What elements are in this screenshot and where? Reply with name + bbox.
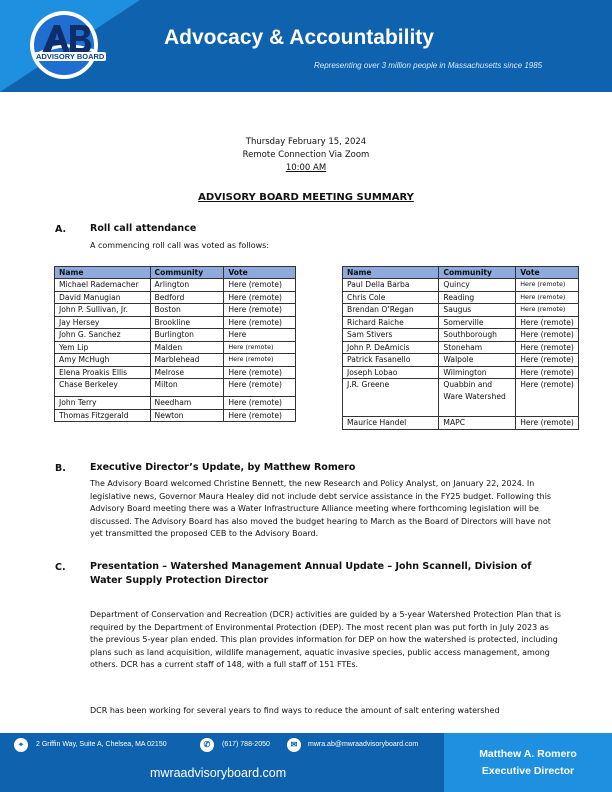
table-row: [343, 354, 579, 367]
phone-icon: ✆: [200, 738, 214, 752]
member-community: Saugus: [439, 304, 516, 317]
section-a-heading: Roll call attendance: [90, 223, 197, 234]
member-community: Reading: [439, 291, 516, 304]
location-icon: ⌖: [14, 738, 28, 752]
table-row: [343, 417, 579, 430]
section-c-letter: C.: [55, 562, 66, 573]
footer-signature-panel: [444, 733, 612, 792]
member-name: Thomas Fitzgerald: [55, 409, 151, 422]
member-vote: Here (remote): [224, 341, 296, 354]
table-row: [343, 291, 579, 304]
member-vote: Here (remote): [224, 291, 296, 304]
table-row: [343, 329, 579, 342]
member-vote: Here (remote): [516, 304, 579, 317]
footer: [0, 733, 612, 792]
member-community: MAPC: [439, 417, 516, 430]
member-community: Newton: [150, 409, 224, 422]
member-name: Yem Lip: [55, 341, 151, 354]
member-community: Boston: [150, 304, 224, 317]
table-row: [55, 341, 296, 354]
footer-phone[interactable]: (617) 788-2050: [222, 741, 270, 748]
member-community: Burlington: [150, 329, 224, 342]
section-c-body-1: Department of Conservation and Recreation (DCR) activities are guided by a 5-year Watershed Protection Plan that is required by the Department of Environmental Protection (DEP). The most recent plan was put forth in July 2023 as the previous 5-year plan ended. This plan provides information for DEP on how the watershed is protected, including plans such as land acquisition, wildlife management, aquatic invasive species, public access management, among others. DCR has a current staff of 148, with a full staff of 151 FTEs.: [90, 610, 561, 669]
member-vote: Here (remote): [516, 366, 579, 379]
footer-email[interactable]: mwra.ab@mwraadvisoryboard.com: [308, 741, 419, 748]
member-vote: Here (remote): [516, 354, 579, 367]
member-name: David Manugian: [55, 291, 151, 304]
table-row: [55, 366, 296, 379]
member-community: Milton: [150, 379, 224, 397]
section-a-letter: A.: [55, 224, 67, 235]
member-community: Marblehead: [150, 354, 224, 367]
member-vote: Here (remote): [224, 354, 296, 367]
member-community: Malden: [150, 341, 224, 354]
advisory-board-logo: [24, 9, 104, 81]
footer-role: Executive Director: [481, 765, 575, 777]
member-vote: Here (remote): [224, 397, 296, 410]
member-name: Paul Della Barba: [343, 279, 439, 292]
header-tagline: Representing over 3 million people in Massachusetts since 1985: [314, 61, 543, 70]
member-name: John P. Sullivan, Jr.: [55, 304, 151, 317]
member-community: Quincy: [439, 279, 516, 292]
table-row: [55, 316, 296, 329]
table-row: [343, 304, 579, 317]
member-name: Elena Proakis Ellis: [55, 366, 151, 379]
member-community: Somerville: [439, 316, 516, 329]
section-b-heading: Executive Director’s Update, by Matthew Romero: [90, 462, 356, 473]
member-vote: Here: [224, 329, 296, 342]
member-name: Chris Cole: [343, 291, 439, 304]
section-a-intro: A commencing roll call was voted as follows:: [90, 241, 270, 250]
col-header-community: Community: [439, 267, 516, 279]
table-row: [343, 316, 579, 329]
member-name: John P. DeAmicis: [343, 341, 439, 354]
member-community: Wilmington: [439, 366, 516, 379]
table-row: [55, 304, 296, 317]
member-vote: Here (remote): [516, 291, 579, 304]
meeting-location: Remote Connection Via Zoom: [242, 150, 370, 160]
member-name: Sam Stivers: [343, 329, 439, 342]
member-name: Amy McHugh: [55, 354, 151, 367]
col-header-name: Name: [343, 267, 439, 279]
attendance-table-left: [54, 266, 296, 422]
header-title: Advocacy & Accountability: [164, 26, 434, 49]
member-vote: Here (remote): [516, 379, 579, 417]
col-header-vote: Vote: [224, 267, 296, 279]
member-community: Arlington: [150, 279, 224, 292]
section-c-body-2: DCR has been working for several years to find ways to reduce the amount of salt entering watershed: [90, 706, 500, 715]
member-vote: Here (remote): [224, 304, 296, 317]
table-row: [55, 379, 296, 397]
member-community: Melrose: [150, 366, 224, 379]
meeting-time-line: [0, 163, 612, 173]
section-b-body: The Advisory Board welcomed Christine Bennett, the new Research and Policy Analyst, on January 22, 2024. In legislative news, Governor Maura Healey did not include debt service assistance in the FY25 budget. Following this Advisory Board meeting there was a Water Infrastructure Alliance meeting where forthcoming legislation will be discussed. The Advisory Board has also moved the budget hearing to March as the Board of Directors will have not yet transmitted the proposed CEB to the Advisory Board.: [90, 479, 552, 538]
table-row: [343, 279, 579, 292]
email-icon: ✉: [287, 738, 301, 752]
table-row: [343, 366, 579, 379]
col-header-vote: Vote: [516, 267, 579, 279]
attendance-table-right: [342, 266, 579, 430]
member-community: Needham: [150, 397, 224, 410]
member-name: Joseph Lobao: [343, 366, 439, 379]
member-vote: Here (remote): [224, 316, 296, 329]
section-c-heading: Presentation – Watershed Management Annual Update – John Scannell, Division of Water Supply Protection Director: [90, 561, 532, 586]
member-name: Richard Raiche: [343, 316, 439, 329]
col-header-community: Community: [150, 267, 224, 279]
member-vote: Here (remote): [516, 316, 579, 329]
member-name: Jay Hersey: [55, 316, 151, 329]
footer-address: 2 Griffin Way, Suite A, Chelsea, MA 02150: [36, 741, 167, 748]
member-vote: Here (remote): [516, 341, 579, 354]
table-row: [55, 409, 296, 422]
table-row: [343, 379, 579, 417]
meeting-date: Thursday February 15, 2024: [245, 137, 367, 147]
table-row: [55, 354, 296, 367]
table-row: [55, 397, 296, 410]
table-row: [55, 279, 296, 292]
col-header-name: Name: [55, 267, 151, 279]
letterhead: [0, 0, 612, 92]
meeting-time: 10:00 AM: [285, 163, 327, 173]
page-title: ADVISORY BOARD MEETING SUMMARY: [198, 192, 414, 203]
member-community: Walpole: [439, 354, 516, 367]
member-name: John Terry: [55, 397, 151, 410]
member-name: J.R. Greene: [343, 379, 439, 417]
member-vote: Here (remote): [224, 379, 296, 397]
member-name: Chase Berkeley: [55, 379, 151, 397]
member-vote: Here (remote): [516, 417, 579, 430]
table-row: [55, 329, 296, 342]
table-row: [55, 291, 296, 304]
table-row: [343, 341, 579, 354]
logo-label: ADVISORY BOARD: [36, 52, 105, 61]
member-vote: Here (remote): [516, 329, 579, 342]
member-name: Brendan O’Regan: [343, 304, 439, 317]
section-b-letter: B.: [55, 463, 66, 474]
member-community: Brookline: [150, 316, 224, 329]
member-community: Stoneham: [439, 341, 516, 354]
member-community: Bedford: [150, 291, 224, 304]
member-vote: Here (remote): [224, 279, 296, 292]
member-vote: Here (remote): [224, 409, 296, 422]
member-vote: Here (remote): [224, 366, 296, 379]
member-name: John G. Sanchez: [55, 329, 151, 342]
member-vote: Here (remote): [516, 279, 579, 292]
footer-name: Matthew A. Romero: [479, 748, 577, 760]
member-community: Quabbin and Ware Watershed: [439, 379, 516, 417]
member-community: Southborough: [439, 329, 516, 342]
footer-website[interactable]: mwraadvisoryboard.com: [150, 766, 287, 780]
member-name: Maurice Handel: [343, 417, 439, 430]
member-name: Patrick Fasanello: [343, 354, 439, 367]
member-name: Michael Rademacher: [55, 279, 151, 292]
